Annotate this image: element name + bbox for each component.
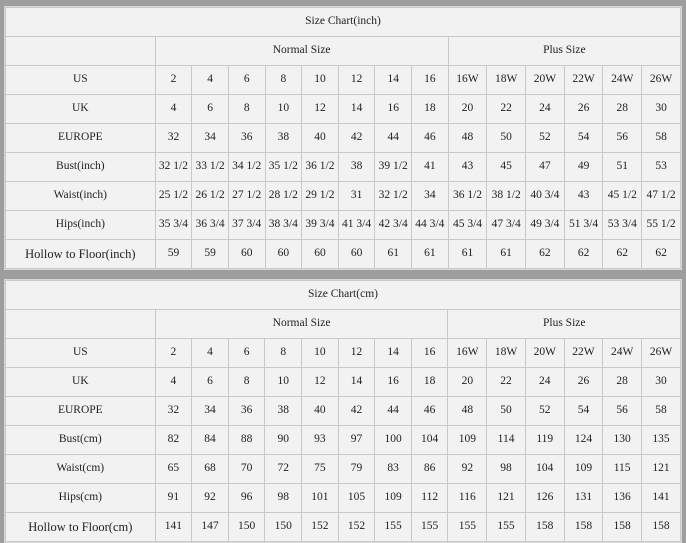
- cell: 22W: [564, 66, 603, 95]
- cell: 72: [265, 455, 302, 484]
- cell: 70: [228, 455, 265, 484]
- cell: 79: [338, 455, 375, 484]
- cell: 58: [642, 124, 681, 153]
- cell: 41 3/4: [338, 211, 375, 240]
- cell: 2: [155, 339, 192, 368]
- cell: 92: [192, 484, 229, 513]
- cell: 47 1/2: [642, 182, 681, 211]
- table-row: [6, 211, 681, 240]
- size-chart-cm-body: [6, 281, 681, 542]
- cell: 36: [228, 124, 265, 153]
- size-chart-cm-table: [5, 280, 681, 542]
- cell: 20: [448, 368, 487, 397]
- cell: 155: [375, 513, 412, 542]
- title-row: [6, 281, 681, 310]
- cell: 38: [265, 397, 302, 426]
- cell: 40 3/4: [526, 182, 565, 211]
- cell: 121: [642, 455, 681, 484]
- cell: 53: [642, 153, 681, 182]
- cell: 37 3/4: [228, 211, 265, 240]
- cell: 26W: [642, 339, 681, 368]
- cell: 62: [564, 240, 603, 269]
- cell: 38 1/2: [487, 182, 526, 211]
- cell: 116: [448, 484, 487, 513]
- cell: 56: [603, 124, 642, 153]
- cell: 88: [228, 426, 265, 455]
- cell: 52: [525, 397, 564, 426]
- cell: 4: [155, 368, 192, 397]
- table-row: [6, 368, 681, 397]
- cell: 34: [192, 397, 229, 426]
- cell: 34 1/2: [228, 153, 265, 182]
- cell: 86: [411, 455, 448, 484]
- cell: 158: [564, 513, 603, 542]
- cell: 14: [338, 368, 375, 397]
- cell: 96: [228, 484, 265, 513]
- row-label: UK: [6, 368, 156, 397]
- row-label: EUROPE: [6, 124, 156, 153]
- cell: 152: [302, 513, 339, 542]
- cell: 10: [265, 368, 302, 397]
- cell: 32: [155, 124, 192, 153]
- cell: 22: [487, 95, 526, 124]
- cell: 8: [228, 95, 265, 124]
- cell: 16W: [448, 66, 487, 95]
- table-row: [6, 339, 681, 368]
- cell: 155: [411, 513, 448, 542]
- group-header-normal: Normal Size: [155, 310, 448, 339]
- cell: 18W: [487, 339, 526, 368]
- cell: 101: [302, 484, 339, 513]
- size-chart-cm-block: [4, 279, 682, 543]
- cell: 47 3/4: [487, 211, 526, 240]
- cell: 16: [411, 339, 448, 368]
- cell: 12: [338, 339, 375, 368]
- cell: 36 3/4: [192, 211, 229, 240]
- cell: 46: [411, 397, 448, 426]
- cell: 44: [375, 124, 412, 153]
- corner-blank-cell: [6, 37, 156, 66]
- cell: 38 3/4: [265, 211, 302, 240]
- cell: 20: [448, 95, 487, 124]
- group-header-plus: Plus Size: [448, 310, 681, 339]
- cell: 31: [338, 182, 375, 211]
- cell: 26W: [642, 66, 681, 95]
- cell: 22W: [564, 339, 603, 368]
- cell: 136: [603, 484, 642, 513]
- cell: 20W: [525, 339, 564, 368]
- cell: 46: [412, 124, 449, 153]
- cell: 60: [265, 240, 302, 269]
- cell: 51 3/4: [564, 211, 603, 240]
- cell: 18: [411, 368, 448, 397]
- table-row: [6, 455, 681, 484]
- cell: 42 3/4: [375, 211, 412, 240]
- cell: 36 1/2: [302, 153, 339, 182]
- row-label: Bust(cm): [6, 426, 156, 455]
- cell: 6: [192, 368, 229, 397]
- cell: 158: [642, 513, 681, 542]
- cell: 119: [525, 426, 564, 455]
- cell: 158: [525, 513, 564, 542]
- row-label: US: [6, 66, 156, 95]
- chart-title: Size Chart(inch): [6, 8, 681, 37]
- table-row: [6, 513, 681, 542]
- table-row: [6, 95, 681, 124]
- cell: 45: [487, 153, 526, 182]
- cell: 97: [338, 426, 375, 455]
- cell: 33 1/2: [192, 153, 229, 182]
- row-label: Bust(inch): [6, 153, 156, 182]
- cell: 38: [338, 153, 375, 182]
- cell: 104: [411, 426, 448, 455]
- cell: 112: [411, 484, 448, 513]
- table-row: [6, 124, 681, 153]
- cell: 61: [487, 240, 526, 269]
- row-label: Hips(inch): [6, 211, 156, 240]
- cell: 109: [375, 484, 412, 513]
- cell: 26: [564, 368, 603, 397]
- cell: 2: [155, 66, 192, 95]
- table-row: [6, 397, 681, 426]
- cell: 61: [375, 240, 412, 269]
- cell: 53 3/4: [603, 211, 642, 240]
- cell: 6: [228, 339, 265, 368]
- row-label: Waist(inch): [6, 182, 156, 211]
- cell: 100: [375, 426, 412, 455]
- cell: 124: [564, 426, 603, 455]
- cell: 16: [375, 95, 412, 124]
- cell: 29 1/2: [302, 182, 339, 211]
- table-row: [6, 153, 681, 182]
- cell: 10: [265, 95, 302, 124]
- cell: 131: [564, 484, 603, 513]
- cell: 6: [192, 95, 229, 124]
- cell: 54: [564, 397, 603, 426]
- cell: 24W: [603, 66, 642, 95]
- cell: 49 3/4: [526, 211, 565, 240]
- cell: 82: [155, 426, 192, 455]
- cell: 42: [338, 397, 375, 426]
- cell: 28 1/2: [265, 182, 302, 211]
- cell: 55 1/2: [642, 211, 681, 240]
- cell: 56: [603, 397, 642, 426]
- cell: 121: [487, 484, 526, 513]
- cell: 84: [192, 426, 229, 455]
- row-label: Hollow to Floor(inch): [6, 240, 156, 269]
- cell: 114: [487, 426, 526, 455]
- cell: 135: [642, 426, 681, 455]
- cell: 4: [192, 66, 229, 95]
- table-row: [6, 66, 681, 95]
- cell: 36: [228, 397, 265, 426]
- cell: 16: [375, 368, 412, 397]
- cell: 115: [603, 455, 642, 484]
- cell: 43: [564, 182, 603, 211]
- cell: 24: [526, 95, 565, 124]
- cell: 60: [228, 240, 265, 269]
- cell: 22: [487, 368, 526, 397]
- cell: 26 1/2: [192, 182, 229, 211]
- cell: 32 1/2: [375, 182, 412, 211]
- cell: 39 1/2: [375, 153, 412, 182]
- cell: 105: [338, 484, 375, 513]
- cell: 141: [642, 484, 681, 513]
- cell: 49: [564, 153, 603, 182]
- cell: 109: [564, 455, 603, 484]
- cell: 30: [642, 95, 681, 124]
- cell: 34: [412, 182, 449, 211]
- size-chart-inch-block: [4, 6, 682, 270]
- row-label: Waist(cm): [6, 455, 156, 484]
- cell: 24: [525, 368, 564, 397]
- cell: 59: [155, 240, 192, 269]
- cell: 62: [642, 240, 681, 269]
- cell: 61: [448, 240, 487, 269]
- cell: 10: [302, 66, 339, 95]
- cell: 12: [302, 95, 339, 124]
- cell: 6: [228, 66, 265, 95]
- cell: 43: [448, 153, 487, 182]
- table-row: [6, 484, 681, 513]
- cell: 60: [338, 240, 375, 269]
- cell: 28: [603, 95, 642, 124]
- cell: 14: [375, 66, 412, 95]
- cell: 62: [526, 240, 565, 269]
- cell: 47: [526, 153, 565, 182]
- group-header-normal: Normal Size: [155, 37, 448, 66]
- cell: 93: [302, 426, 339, 455]
- cell: 59: [192, 240, 229, 269]
- cell: 4: [155, 95, 192, 124]
- cell: 40: [302, 397, 339, 426]
- cell: 36 1/2: [448, 182, 487, 211]
- cell: 158: [603, 513, 642, 542]
- cell: 126: [525, 484, 564, 513]
- cell: 62: [603, 240, 642, 269]
- cell: 16: [412, 66, 449, 95]
- cell: 30: [642, 368, 681, 397]
- cell: 52: [526, 124, 565, 153]
- group-header-row: [6, 37, 681, 66]
- row-label: US: [6, 339, 156, 368]
- cell: 141: [155, 513, 192, 542]
- cell: 34: [192, 124, 229, 153]
- cell: 20W: [526, 66, 565, 95]
- cell: 152: [338, 513, 375, 542]
- cell: 92: [448, 455, 487, 484]
- cell: 75: [302, 455, 339, 484]
- cell: 44: [375, 397, 412, 426]
- cell: 35 3/4: [155, 211, 192, 240]
- cell: 41: [412, 153, 449, 182]
- cell: 35 1/2: [265, 153, 302, 182]
- cell: 16W: [448, 339, 487, 368]
- cell: 8: [265, 339, 302, 368]
- cell: 32: [155, 397, 192, 426]
- table-row: [6, 240, 681, 269]
- cell: 14: [338, 95, 375, 124]
- row-label: UK: [6, 95, 156, 124]
- cell: 50: [487, 397, 526, 426]
- size-chart-inch-table: [5, 7, 681, 269]
- cell: 44 3/4: [412, 211, 449, 240]
- corner-blank-cell: [6, 310, 156, 339]
- chart-title: Size Chart(cm): [6, 281, 681, 310]
- row-label: Hollow to Floor(cm): [6, 513, 156, 542]
- cell: 26: [564, 95, 603, 124]
- cell: 45 1/2: [603, 182, 642, 211]
- cell: 18W: [487, 66, 526, 95]
- cell: 58: [642, 397, 681, 426]
- cell: 150: [265, 513, 302, 542]
- cell: 50: [487, 124, 526, 153]
- cell: 90: [265, 426, 302, 455]
- cell: 14: [375, 339, 412, 368]
- cell: 27 1/2: [228, 182, 265, 211]
- title-row: [6, 8, 681, 37]
- cell: 51: [603, 153, 642, 182]
- cell: 150: [228, 513, 265, 542]
- row-label: EUROPE: [6, 397, 156, 426]
- group-header-plus: Plus Size: [448, 37, 680, 66]
- cell: 18: [412, 95, 449, 124]
- table-row: [6, 182, 681, 211]
- cell: 8: [228, 368, 265, 397]
- cell: 147: [192, 513, 229, 542]
- cell: 12: [302, 368, 339, 397]
- cell: 39 3/4: [302, 211, 339, 240]
- cell: 54: [564, 124, 603, 153]
- cell: 155: [487, 513, 526, 542]
- cell: 104: [525, 455, 564, 484]
- cell: 61: [412, 240, 449, 269]
- group-header-row: [6, 310, 681, 339]
- cell: 4: [192, 339, 229, 368]
- cell: 42: [338, 124, 375, 153]
- cell: 8: [265, 66, 302, 95]
- cell: 60: [302, 240, 339, 269]
- cell: 38: [265, 124, 302, 153]
- cell: 25 1/2: [155, 182, 192, 211]
- cell: 130: [603, 426, 642, 455]
- cell: 45 3/4: [448, 211, 487, 240]
- table-row: [6, 426, 681, 455]
- cell: 48: [448, 124, 487, 153]
- cell: 109: [448, 426, 487, 455]
- cell: 32 1/2: [155, 153, 192, 182]
- cell: 40: [302, 124, 339, 153]
- cell: 24W: [603, 339, 642, 368]
- size-chart-inch-body: [6, 8, 681, 269]
- cell: 12: [338, 66, 375, 95]
- cell: 91: [155, 484, 192, 513]
- cell: 65: [155, 455, 192, 484]
- cell: 28: [603, 368, 642, 397]
- cell: 83: [375, 455, 412, 484]
- cell: 98: [265, 484, 302, 513]
- row-label: Hips(cm): [6, 484, 156, 513]
- cell: 68: [192, 455, 229, 484]
- cell: 155: [448, 513, 487, 542]
- cell: 10: [302, 339, 339, 368]
- cell: 48: [448, 397, 487, 426]
- cell: 98: [487, 455, 526, 484]
